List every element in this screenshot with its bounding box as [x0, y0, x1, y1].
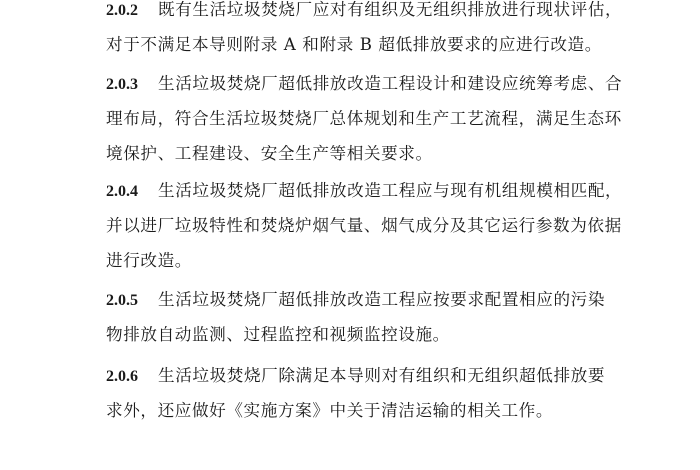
clause-2-0-5 — [106, 282, 606, 352]
clause-number: 2.0.3 — [106, 76, 138, 93]
clause-text: 生活垃圾焚烧厂超低排放改造工程应按要求配置相应的污染 — [158, 290, 606, 309]
clause-number: 2.0.4 — [106, 183, 138, 200]
clause-line: 对于不满足本导则附录 A 和附录 B 超低排放要求的应进行改造。 — [106, 35, 602, 54]
clause-first-line — [106, 173, 623, 208]
clause-text: 生活垃圾焚烧厂超低排放改造工程应与现有机组规模相匹配， — [158, 181, 623, 200]
clause-number: 2.0.5 — [106, 292, 138, 309]
clause-line: 求外，还应做好《实施方案》中关于清洁运输的相关工作。 — [106, 401, 554, 420]
clause-2-0-6 — [106, 358, 606, 428]
clause-line: 理布局，符合生活垃圾焚烧厂总体规划和生产工艺流程，满足生态环 — [106, 109, 622, 128]
clause-2-0-3 — [106, 66, 623, 171]
clause-first-line — [106, 66, 623, 101]
clause-2-0-2 — [106, 0, 623, 62]
clause-first-line — [106, 0, 623, 27]
clause-text: 生活垃圾焚烧厂除满足本导则对有组织和无组织超低排放要 — [158, 366, 606, 385]
clause-text: 生活垃圾焚烧厂超低排放改造工程设计和建设应统筹考虑、合 — [158, 74, 623, 93]
clause-line: 境保护、工程建设、安全生产等相关要求。 — [106, 144, 433, 163]
clause-number: 2.0.2 — [106, 2, 138, 19]
clause-line: 并以进厂垃圾特性和焚烧炉烟气量、烟气成分及其它运行参数为依据 — [106, 216, 622, 235]
clause-first-line — [106, 282, 606, 317]
clause-2-0-4 — [106, 173, 623, 278]
clause-line: 物排放自动监测、过程监控和视频监控设施。 — [106, 325, 450, 344]
clause-text: 既有生活垃圾焚烧厂应对有组织及无组织排放进行现状评估， — [158, 0, 623, 19]
clause-first-line — [106, 358, 606, 393]
clause-number: 2.0.6 — [106, 368, 138, 385]
clause-line: 进行改造。 — [106, 251, 192, 270]
